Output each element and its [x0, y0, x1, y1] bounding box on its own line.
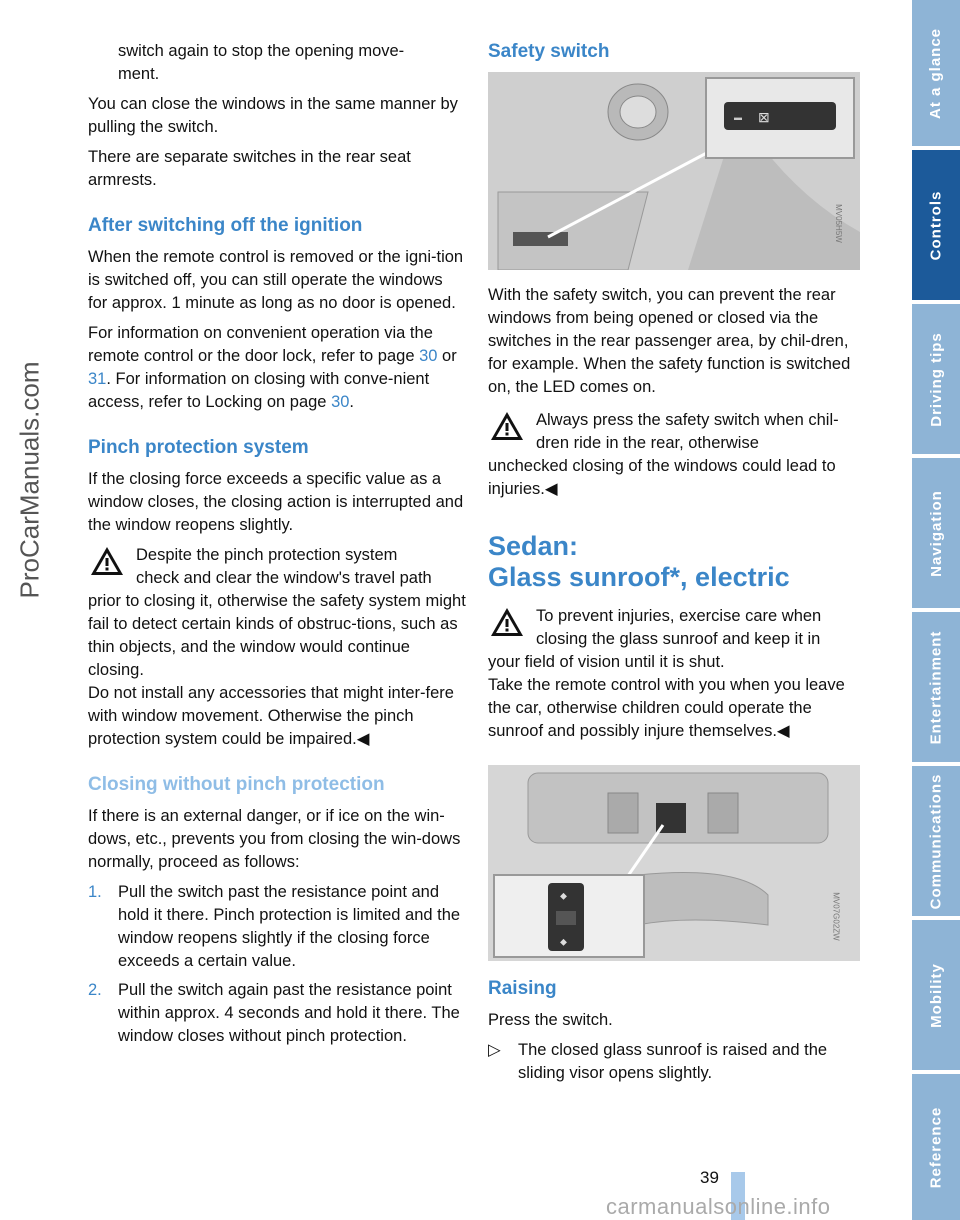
warning-icon: [490, 411, 524, 441]
closing-paragraph: If there is an external danger, or if ice on the win-dows, etc., prevents you from closing the win-dows normally, proceed as follows:: [88, 807, 461, 871]
warning-pinch: Despite the pinch protection system check and clear the window's travel path prior to closing it, otherwise the safety system might fail to detect certain kinds of obstruc-tions, such as thin objects, and the window would continue closing. Do not install any accessories that might inter-fere with window movement. Otherwise the pinch protection system could be impaired.◀: [88, 546, 466, 748]
tab-controls[interactable]: Controls: [912, 150, 960, 300]
close-paragraph: You can close the windows in the same manner by pulling the switch.: [88, 95, 458, 136]
ignition-paragraph: When the remote control is removed or the igni-tion is switched off, you can still operate the windows for approx. 1 minute as long as no door is opened.: [88, 248, 464, 312]
pinch-paragraph: If the closing force exceeds a specific value as a window closes, the closing action is interrupted and the window reopens slightly.: [88, 470, 464, 534]
press-paragraph: Press the switch.: [488, 1011, 613, 1029]
svg-text:▬: ▬: [734, 113, 742, 122]
tab-reference[interactable]: Reference: [912, 1074, 960, 1220]
info-paragraph: For information on convenient operation via the remote control or the door lock, refer to page 30 or 31. For information on closing with conve-nient access, refer to Locking on page 30.: [88, 324, 457, 411]
page-link-30[interactable]: 30: [419, 347, 438, 365]
heading-pinch: Pinch protection system: [88, 437, 309, 458]
heading-safety: Safety switch: [488, 41, 610, 62]
sunroof-switch-illustration: [488, 765, 860, 961]
tab-at-a-glance[interactable]: At a glance: [912, 0, 960, 146]
tab-mobility[interactable]: Mobility: [912, 920, 960, 1070]
svg-text:⬥: ⬥: [560, 891, 567, 902]
warning-sunroof: To prevent injuries, exercise care when closing the glass sunroof and keep it in your field of vision until it is shut. Take the remote control with you when you leave the car, otherwise children could operate the sunroof and possibly injure themselves.◀: [488, 607, 845, 740]
warning-icon: [90, 546, 124, 576]
list-item: 1. Pull the switch past the resistance point and hold it there. Pinch protection is limited and the window reopens slightly if the closing force exceeds a certain value.: [88, 883, 461, 970]
chapter-sidebar: [910, 0, 960, 1220]
safety-paragraph: With the safety switch, you can prevent the rear windows from being opened or closed via the switches in the rear passenger area, by chil-dren, for example. When the safety function is switched on, the LED comes on.: [488, 286, 851, 396]
heading-ignition: After switching off the ignition: [88, 215, 363, 236]
footer-watermark: carmanualsonline.info: [606, 1194, 831, 1219]
list-item: 2. Pull the switch again past the resistance point within approx. 4 seconds and hold it there. The window closes without pinch protection.: [88, 981, 460, 1045]
heading-closing: Closing without pinch protection: [88, 774, 385, 795]
right-column: [488, 40, 860, 1091]
page-link-30-locking[interactable]: 30: [331, 393, 350, 411]
figure-code: MV07G02ZW: [831, 892, 841, 941]
page-number: 39: [700, 1168, 719, 1187]
intro-paragraph: switch again to stop the opening move- ment.: [118, 42, 405, 83]
figure-safety-switch: [488, 72, 860, 270]
heading-raising: Raising: [488, 978, 557, 999]
side-watermark: ProCarManuals.com: [14, 361, 45, 599]
svg-text:⊠: ⊠: [758, 109, 770, 125]
warning-icon: [490, 607, 524, 637]
heading-sedan: Sedan: Glass sunroof*, electric: [488, 531, 790, 592]
warning-safety: Always press the safety switch when chil- dren ride in the rear, otherwise unchecked closing of the windows could lead to injuries.◀: [488, 411, 839, 498]
tab-driving-tips[interactable]: Driving tips: [912, 304, 960, 454]
tab-entertainment[interactable]: Entertainment: [912, 612, 960, 762]
tab-communications[interactable]: Communications: [912, 766, 960, 916]
figure-code: MV05H5W: [834, 204, 844, 243]
figure-sunroof-switch: [488, 765, 860, 961]
rear-paragraph: There are separate switches in the rear seat armrests.: [88, 148, 411, 189]
safety-switch-illustration: [488, 72, 860, 270]
list-item: ▷ The closed glass sunroof is raised and the sliding visor opens slightly.: [488, 1041, 828, 1082]
page-link-31[interactable]: 31: [88, 370, 107, 388]
left-column: [88, 40, 466, 1054]
svg-text:⬥: ⬥: [560, 937, 567, 948]
tab-navigation[interactable]: Navigation: [912, 458, 960, 608]
